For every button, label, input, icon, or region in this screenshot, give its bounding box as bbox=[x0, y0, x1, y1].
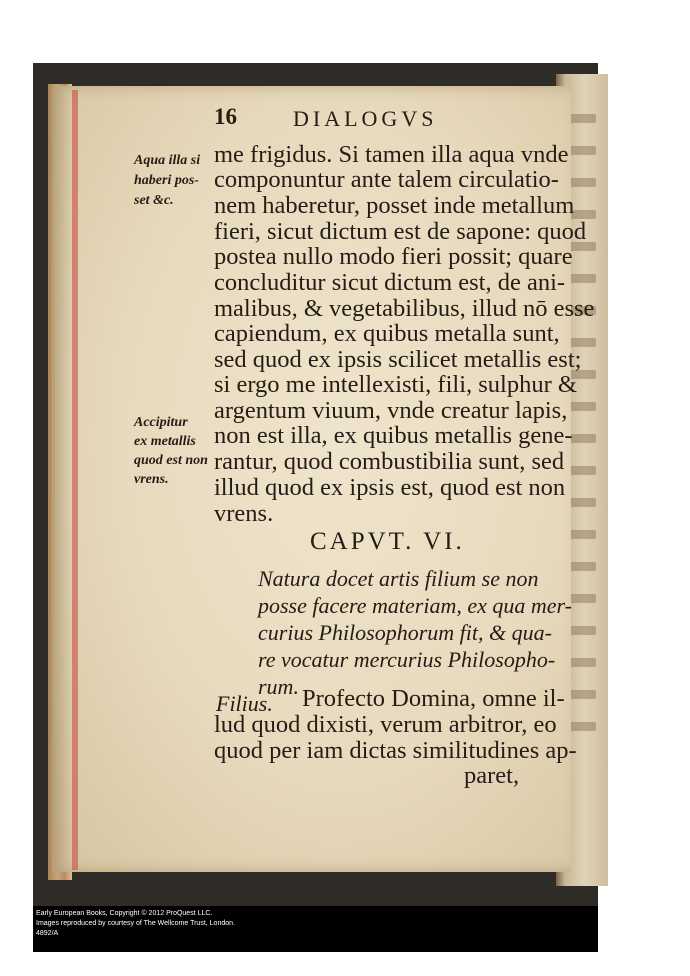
body-line: vrens. bbox=[214, 500, 274, 527]
body-line: postea nullo modo fieri possit; quare bbox=[214, 243, 573, 270]
body-line: rantur, quod combustibilia sunt, sed bbox=[214, 448, 565, 475]
continuation-line: paret, bbox=[464, 762, 520, 789]
body-line: concluditur sicut dictum est, de ani- bbox=[214, 269, 566, 296]
footer-line: 4892/A bbox=[36, 930, 59, 937]
body-line: me frigidus. Si tamen illa aqua vnde bbox=[214, 141, 569, 168]
body-line: illud quod ex ipsis est, quod est non bbox=[214, 474, 566, 501]
chapter-summary-line: Natura docet artis filium se non bbox=[258, 566, 539, 591]
continuation-line: Profecto Domina, omne il- bbox=[302, 685, 565, 712]
body-line: fieri, sicut dictum est de sapone: quod bbox=[214, 218, 587, 245]
chapter-summary-line: re vocatur mercurius Philosopho- bbox=[258, 647, 556, 672]
footer-line: Images reproduced by courtesy of The Wellcome Trust, London. bbox=[36, 920, 235, 927]
chapter-summary-line: rum. bbox=[258, 674, 299, 699]
margin-note-2-line-3: quod est non bbox=[134, 453, 208, 468]
running-title: DIALOGVS bbox=[293, 106, 438, 131]
body-line: si ergo me intellexisti, fili, sulphur & bbox=[214, 371, 577, 398]
margin-note-1-line-1: Aqua illa si bbox=[134, 153, 201, 168]
margin-note-2-line-4: vrens. bbox=[134, 472, 169, 487]
body-line: nem haberetur, posset inde metallum bbox=[214, 192, 575, 219]
continuation-line: lud quod dixisti, verum arbitror, eo bbox=[214, 711, 557, 738]
footer-line: Early European Books, Copyright © 2012 ProQuest LLC. bbox=[36, 910, 213, 917]
body-line: capiendum, ex quibus metalla sunt, bbox=[214, 320, 560, 347]
speaker-label: Filius. bbox=[216, 691, 273, 716]
margin-note-1-line-3: set &c. bbox=[134, 193, 174, 208]
body-line: componuntur ante talem circulatio- bbox=[214, 166, 559, 193]
body-line: sed quod ex ipsis scilicet metallis est; bbox=[214, 346, 582, 373]
body-line: malibus, & vegetabilibus, illud nō esse bbox=[214, 295, 595, 322]
chapter-summary-line: curius Philosophorum fit, & qua- bbox=[258, 620, 552, 645]
copyright-footer bbox=[33, 906, 598, 952]
margin-note-2-line-1: Accipitur bbox=[134, 415, 188, 430]
body-line: argentum viuum, vnde creatur lapis, bbox=[214, 397, 568, 424]
body-line: non est illa, ex quibus metallis gene- bbox=[214, 422, 573, 449]
continuation-line: quod per iam dictas similitudines ap- bbox=[214, 737, 577, 764]
margin-note-2-line-2: ex metallis bbox=[134, 434, 196, 449]
red-page-edge bbox=[72, 90, 78, 870]
chapter-summary-line: posse facere materiam, ex qua mer- bbox=[258, 593, 572, 618]
margin-note-1-line-2: haberi pos- bbox=[134, 173, 199, 188]
chapter-heading: CAPVT. VI. bbox=[310, 528, 465, 555]
page-number: 16 bbox=[214, 104, 237, 129]
